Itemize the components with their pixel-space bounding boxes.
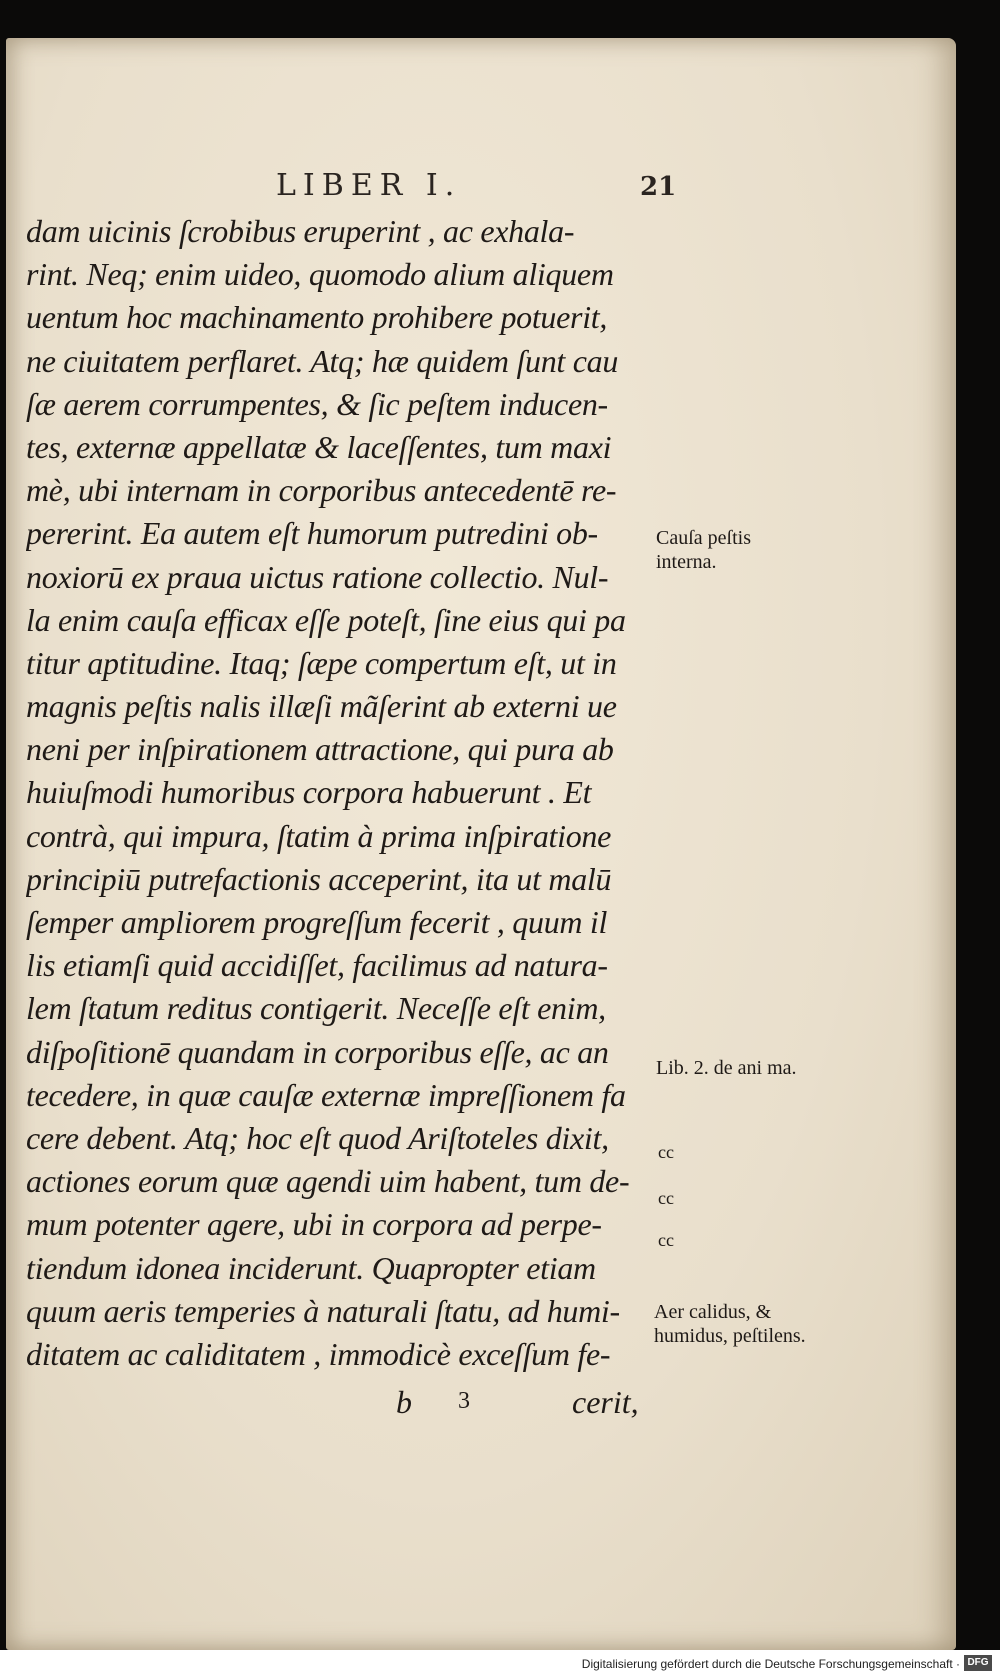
text-line: quum aeris temperies à naturali ſtatu, ad humi- — [26, 1292, 620, 1329]
signature-number: 3 — [458, 1388, 470, 1414]
quote-mark: cc — [658, 1142, 674, 1162]
text-line: mum potenter agere, ubi in corpora ad perpe- — [26, 1206, 602, 1243]
text-line: ſæ aerem corrumpentes, & ſic peſtem inducen- — [26, 385, 608, 422]
text-line: huiuſmodi humoribus corpora habuerunt . Et — [26, 774, 592, 811]
margin-note-reference: Lib. 2. de ani ma. — [656, 1057, 797, 1079]
text-line: diſpoſitionē quandam in corporibus eſſe, ac an — [26, 1033, 609, 1070]
text-line: magnis peſtis nalis illæſi mãſerint ab externi ue — [26, 688, 617, 725]
text-line: ne ciuitatem perflaret. Atq; hæ quidem ſunt cau — [26, 342, 619, 379]
text-line: mè, ubi internam in corporibus antecedentē re- — [26, 472, 617, 509]
text-line: tiendum idonea inciderunt. Quapropter etiam — [26, 1249, 596, 1286]
text-line: titur aptitudine. Itaq; ſæpe compertum eſt, ut in — [26, 644, 617, 681]
margin-note-causa: Cauſa peſtis interna. — [656, 527, 751, 573]
text-line: la enim cauſa efficax eſſe poteſt, ſine eius qui pa — [26, 601, 626, 638]
margin-note-aer: Aer calidus, & humidus, peſtilens. — [654, 1301, 806, 1347]
signature-line — [6, 1384, 956, 1424]
text-line: rint. Neq; enim uideo, quomodo alium aliquem — [26, 256, 614, 293]
catchword: cerit, — [572, 1384, 639, 1420]
text-line: ſemper ampliorem progreſſum fecerit , quum il — [26, 904, 608, 940]
text-line: tecedere, in quæ cauſæ externæ impreſſionem fa — [26, 1076, 626, 1113]
text-line: neni per inſpirationem attractione, qui pura ab — [26, 731, 614, 768]
quote-mark: cc — [658, 1230, 674, 1250]
text-line: contrà, qui impura, ſtatim à prima inſpiratione — [26, 817, 612, 854]
running-head-title: LIBER I. — [276, 168, 462, 203]
text-line: noxiorū ex praua uictus ratione collectio. Nul- — [26, 558, 609, 595]
footer-credit: Digitalisierung gefördert durch die Deutsche Forschungsgemeinschaft · — [581, 1657, 960, 1671]
body-text — [26, 210, 654, 1376]
text-line: tes, externæ appellatæ & laceſſentes, tum maxi — [26, 428, 612, 465]
text-line: lem ſtatum reditus contigerit. Neceſſe eſt enim, — [26, 990, 606, 1027]
text-line: cere debent. Atq; hoc eſt quod Ariſtoteles dixit, — [26, 1119, 609, 1156]
text-line: ditatem ac caliditatem , immodicè exceſſum fe- — [26, 1335, 611, 1372]
digitization-footer — [0, 1650, 1000, 1679]
text-line: actiones eorum quæ agendi uim habent, tum de- — [26, 1163, 630, 1200]
text-line: uentum hoc machinamento prohibere potuerit, — [26, 299, 608, 336]
text-line: pererint. Ea autem eſt humorum putredini ob- — [26, 515, 598, 552]
signature-mark: b — [396, 1384, 412, 1420]
quote-mark: cc — [658, 1188, 674, 1208]
book-page — [6, 38, 956, 1650]
page-number: 21 — [640, 172, 677, 202]
text-line: principiū putrefactionis acceperint, ita ut malū — [26, 860, 612, 897]
dfg-logo: DFG — [964, 1655, 992, 1671]
text-line: dam uicinis ſcrobibus eruperint , ac exhala- — [26, 213, 575, 249]
running-head — [6, 168, 956, 208]
text-line: lis etiamſi quid accidiſſet, facilimus ad natura- — [26, 947, 608, 984]
